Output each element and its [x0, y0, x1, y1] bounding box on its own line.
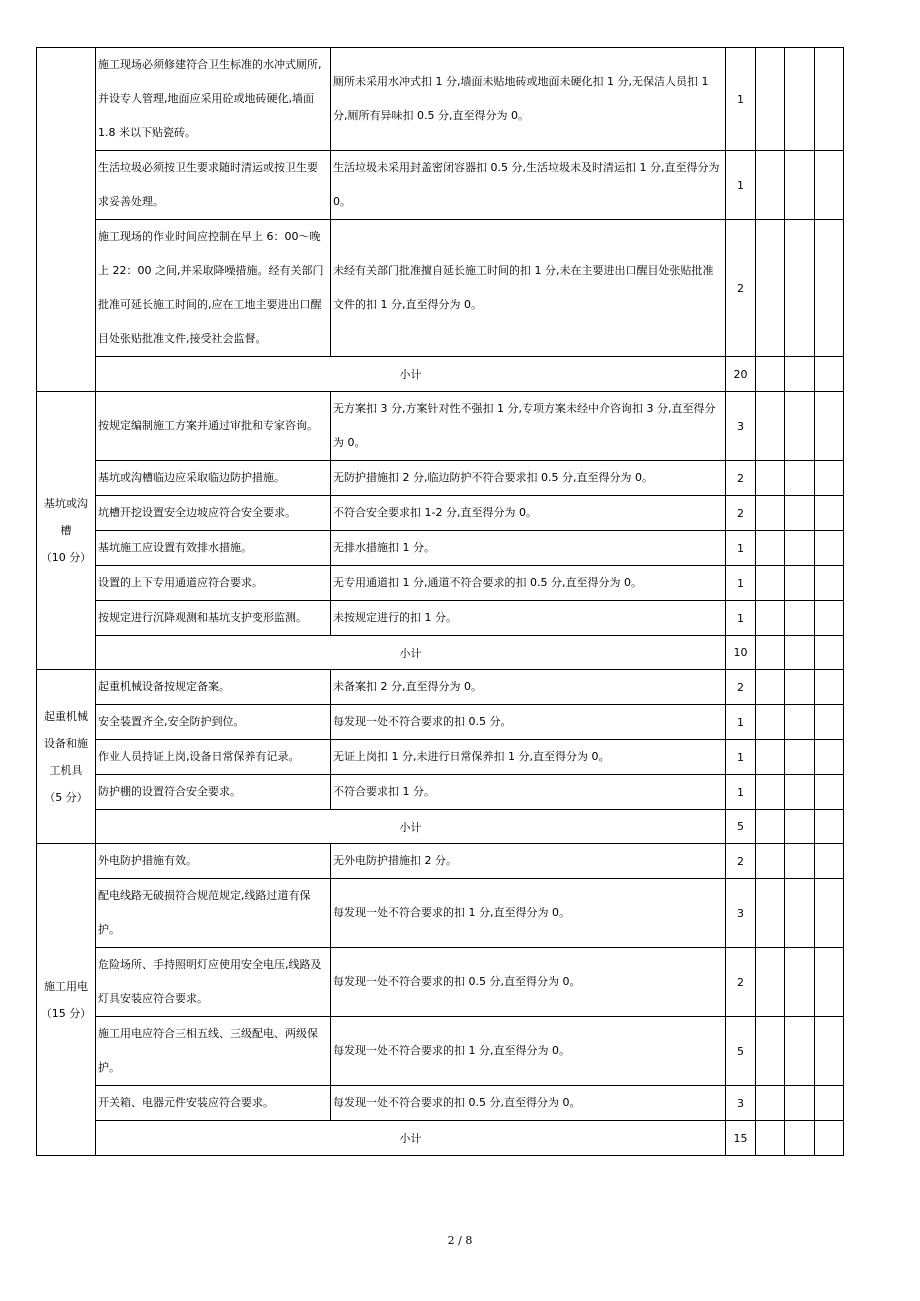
table-row [37, 461, 844, 496]
table-row [37, 775, 844, 810]
blank-cell [756, 1086, 785, 1121]
blank-cell [785, 740, 815, 775]
points-cell: 3 [726, 879, 756, 948]
blank-cell [785, 220, 815, 357]
blank-cell [785, 705, 815, 740]
blank-cell [785, 531, 815, 566]
blank-cell [756, 670, 785, 705]
blank-cell [785, 948, 815, 1017]
deduction-cell: 不符合要求扣 1 分。 [331, 775, 726, 810]
blank-cell [815, 392, 844, 461]
deduction-cell: 每发现一处不符合要求的扣 0.5 分,直至得分为 0。 [331, 1086, 726, 1121]
requirement-cell: 作业人员持证上岗,设备日常保养有记录。 [96, 740, 331, 775]
blank-cell [756, 948, 785, 1017]
table-row [37, 670, 844, 705]
category-cell [37, 670, 96, 844]
deduction-cell: 不符合安全要求扣 1-2 分,直至得分为 0。 [331, 496, 726, 531]
deduction-cell: 厕所未采用水冲式扣 1 分,墙面未贴地砖或地面未硬化扣 1 分,无保洁人员扣 1 分,厕所有异味扣 0.5 分,直至得分为 0。 [331, 48, 726, 151]
points-cell: 1 [726, 566, 756, 601]
blank-cell [756, 357, 785, 392]
category-cell [37, 48, 96, 392]
blank-cell [756, 740, 785, 775]
requirement-cell: 生活垃圾必须按卫生要求随时清运或按卫生要求妥善处理。 [96, 151, 331, 220]
points-cell: 5 [726, 1017, 756, 1086]
blank-cell [756, 392, 785, 461]
blank-cell [785, 392, 815, 461]
deduction-cell: 每发现一处不符合要求的扣 0.5 分,直至得分为 0。 [331, 948, 726, 1017]
blank-cell [785, 810, 815, 844]
deduction-cell: 未备案扣 2 分,直至得分为 0。 [331, 670, 726, 705]
blank-cell [785, 1121, 815, 1156]
deduction-cell: 未按规定进行的扣 1 分。 [331, 601, 726, 636]
blank-cell [785, 496, 815, 531]
table-row [37, 566, 844, 601]
subtotal-row [37, 357, 844, 392]
requirement-cell: 按规定进行沉降观测和基坑支护变形监测。 [96, 601, 331, 636]
blank-cell [815, 496, 844, 531]
table-row [37, 1086, 844, 1121]
requirement-cell: 按规定编制施工方案并通过审批和专家咨询。 [96, 392, 331, 461]
blank-cell [815, 461, 844, 496]
blank-cell [785, 461, 815, 496]
points-cell: 1 [726, 601, 756, 636]
table-row [37, 48, 844, 151]
blank-cell [785, 151, 815, 220]
deduction-cell: 未经有关部门批准擅自延长施工时间的扣 1 分,未在主要进出口醒目处张贴批准文件的扣 1 分,直至得分为 0。 [331, 220, 726, 357]
blank-cell [815, 357, 844, 392]
table-row [37, 740, 844, 775]
blank-cell [815, 810, 844, 844]
subtotal-value: 5 [726, 810, 756, 844]
requirement-cell: 施工现场的作业时间应控制在早上 6：00～晚上 22：00 之间,并采取降噪措施。经有关部门批准可延长施工时间的,应在工地主要进出口醒目处张贴批准文件,接受社会监督。 [96, 220, 331, 357]
requirement-cell: 安全装置齐全,安全防护到位。 [96, 705, 331, 740]
deduction-cell: 无外电防护措施扣 2 分。 [331, 844, 726, 879]
table-row [37, 496, 844, 531]
blank-cell [756, 531, 785, 566]
category-score: （10 分） [40, 551, 92, 564]
blank-cell [815, 531, 844, 566]
subtotal-row [37, 810, 844, 844]
requirement-cell: 危险场所、手持照明灯应使用安全电压,线路及灯具安装应符合要求。 [96, 948, 331, 1017]
category-cell [37, 392, 96, 670]
blank-cell [815, 844, 844, 879]
requirement-cell: 开关箱、电器元件安装应符合要求。 [96, 1086, 331, 1121]
points-cell: 2 [726, 670, 756, 705]
blank-cell [756, 705, 785, 740]
blank-cell [815, 775, 844, 810]
requirement-cell: 基坑施工应设置有效排水措施。 [96, 531, 331, 566]
category-score: （5 分） [44, 790, 88, 804]
blank-cell [815, 1017, 844, 1086]
requirement-cell: 施工用电应符合三相五线、三级配电、两级保护。 [96, 1017, 331, 1086]
table-row [37, 151, 844, 220]
subtotal-label: 小计 [96, 810, 726, 844]
deduction-cell: 无证上岗扣 1 分,未进行日常保养扣 1 分,直至得分为 0。 [331, 740, 726, 775]
blank-cell [756, 601, 785, 636]
blank-cell [756, 636, 785, 670]
deduction-cell: 每发现一处不符合要求的扣 1 分,直至得分为 0。 [331, 879, 726, 948]
table-row [37, 705, 844, 740]
blank-cell [785, 1017, 815, 1086]
blank-cell [785, 844, 815, 879]
points-cell: 2 [726, 496, 756, 531]
category-name: 起重机械设备和施工机具 [44, 709, 88, 777]
requirement-cell: 基坑或沟槽临边应采取临边防护措施。 [96, 461, 331, 496]
subtotal-value: 10 [726, 636, 756, 670]
blank-cell [815, 1086, 844, 1121]
deduction-cell: 无专用通道扣 1 分,通道不符合要求的扣 0.5 分,直至得分为 0。 [331, 566, 726, 601]
blank-cell [815, 879, 844, 948]
points-cell: 3 [726, 392, 756, 461]
blank-cell [785, 670, 815, 705]
table-row [37, 948, 844, 1017]
blank-cell [785, 775, 815, 810]
table-row [37, 220, 844, 357]
subtotal-label: 小计 [96, 357, 726, 392]
points-cell: 1 [726, 151, 756, 220]
blank-cell [815, 151, 844, 220]
requirement-cell: 坑槽开挖设置安全边坡应符合安全要求。 [96, 496, 331, 531]
blank-cell [815, 948, 844, 1017]
points-cell: 2 [726, 220, 756, 357]
points-cell: 3 [726, 1086, 756, 1121]
points-cell: 1 [726, 740, 756, 775]
subtotal-label: 小计 [96, 636, 726, 670]
blank-cell [785, 636, 815, 670]
points-cell: 2 [726, 844, 756, 879]
deduction-cell: 生活垃圾未采用封盖密闭容器扣 0.5 分,生活垃圾未及时清运扣 1 分,直至得分为 0。 [331, 151, 726, 220]
requirement-cell: 外电防护措施有效。 [96, 844, 331, 879]
blank-cell [785, 879, 815, 948]
blank-cell [785, 48, 815, 151]
table-row [37, 392, 844, 461]
table-row [37, 844, 844, 879]
category-name: 基坑或沟槽 [44, 497, 88, 537]
subtotal-value: 20 [726, 357, 756, 392]
blank-cell [756, 461, 785, 496]
blank-cell [815, 220, 844, 357]
requirement-cell: 防护棚的设置符合安全要求。 [96, 775, 331, 810]
blank-cell [785, 601, 815, 636]
category-score: （15 分） [40, 1006, 92, 1020]
points-cell: 1 [726, 775, 756, 810]
blank-cell [785, 566, 815, 601]
deduction-cell: 无方案扣 3 分,方案针对性不强扣 1 分,专项方案未经中介咨询扣 3 分,直至得分为 0。 [331, 392, 726, 461]
blank-cell [785, 357, 815, 392]
inspection-table [36, 47, 844, 1156]
table-row [37, 531, 844, 566]
table-row [37, 879, 844, 948]
page-number: 2 / 8 [447, 1234, 473, 1247]
blank-cell [815, 48, 844, 151]
blank-cell [815, 1121, 844, 1156]
blank-cell [756, 496, 785, 531]
subtotal-row [37, 1121, 844, 1156]
subtotal-label: 小计 [96, 1121, 726, 1156]
deduction-cell: 每发现一处不符合要求的扣 1 分,直至得分为 0。 [331, 1017, 726, 1086]
deduction-cell: 无防护措施扣 2 分,临边防护不符合要求扣 0.5 分,直至得分为 0。 [331, 461, 726, 496]
points-cell: 2 [726, 461, 756, 496]
blank-cell [815, 601, 844, 636]
blank-cell [756, 566, 785, 601]
subtotal-value: 15 [726, 1121, 756, 1156]
blank-cell [756, 220, 785, 357]
blank-cell [815, 740, 844, 775]
blank-cell [756, 151, 785, 220]
category-cell [37, 844, 96, 1156]
subtotal-row [37, 636, 844, 670]
inspection-table-body [37, 48, 844, 1156]
blank-cell [815, 670, 844, 705]
points-cell: 1 [726, 48, 756, 151]
blank-cell [756, 775, 785, 810]
blank-cell [815, 566, 844, 601]
table-row [37, 601, 844, 636]
deduction-cell: 无排水措施扣 1 分。 [331, 531, 726, 566]
requirement-cell: 配电线路无破损符合规范规定,线路过道有保护。 [96, 879, 331, 948]
points-cell: 2 [726, 948, 756, 1017]
blank-cell [756, 1017, 785, 1086]
blank-cell [756, 810, 785, 844]
blank-cell [756, 879, 785, 948]
requirement-cell: 设置的上下专用通道应符合要求。 [96, 566, 331, 601]
table-row [37, 1017, 844, 1086]
blank-cell [785, 1086, 815, 1121]
blank-cell [756, 844, 785, 879]
deduction-cell: 每发现一处不符合要求的扣 0.5 分。 [331, 705, 726, 740]
requirement-cell: 施工现场必须修建符合卫生标准的水冲式厕所,并设专人管理,地面应采用砼或地砖硬化,墙面1.8 米以下贴瓷砖。 [96, 48, 331, 151]
blank-cell [815, 705, 844, 740]
category-name: 施工用电 [44, 979, 88, 993]
points-cell: 1 [726, 705, 756, 740]
blank-cell [815, 636, 844, 670]
points-cell: 1 [726, 531, 756, 566]
requirement-cell: 起重机械设备按规定备案。 [96, 670, 331, 705]
blank-cell [756, 1121, 785, 1156]
blank-cell [756, 48, 785, 151]
